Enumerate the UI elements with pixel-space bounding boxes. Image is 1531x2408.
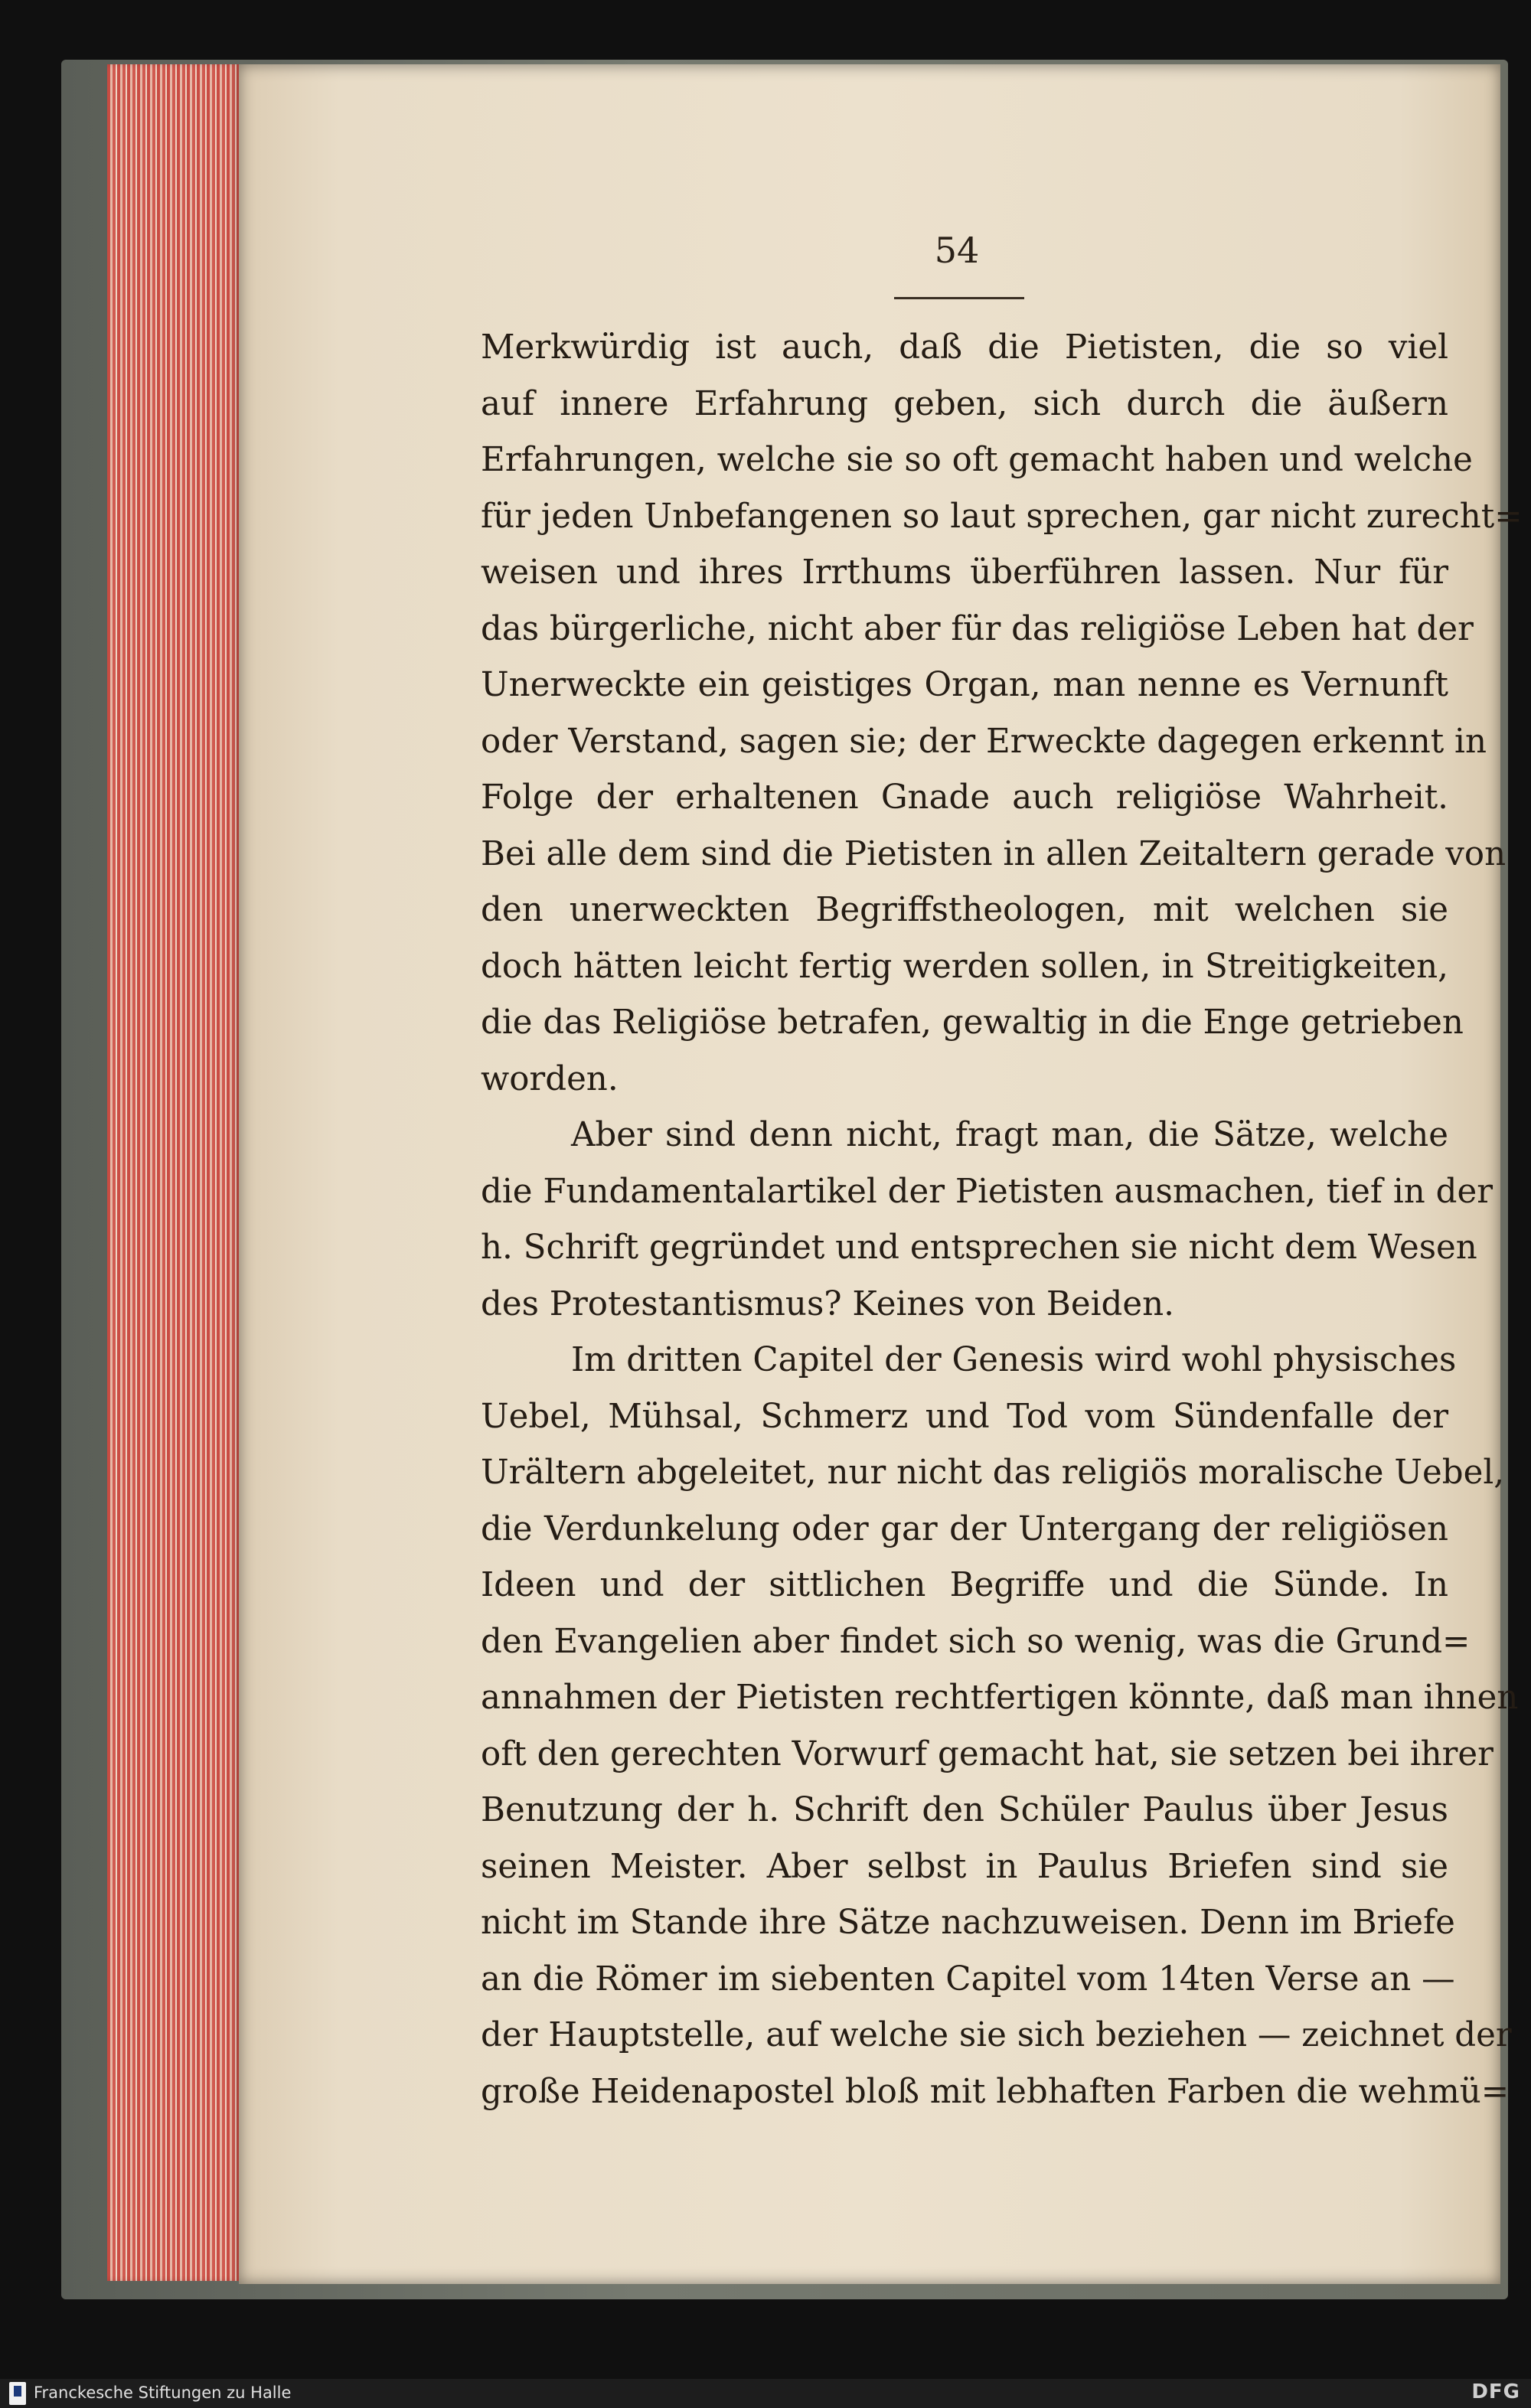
text-line: Im dritten Capitel der Genesis wird wohl physisches [571, 1341, 1457, 1379]
footer-institution: Franckesche Stiftungen zu Halle [34, 2384, 292, 2402]
text-line: worden. [481, 1059, 619, 1098]
text-line: weisen und ihres Irrthums überführen lassen. Nur für [481, 553, 1448, 592]
text-line: seinen Meister. Aber selbst in Paulus Briefen sind sie [481, 1847, 1448, 1886]
text-line: Ideen und der sittlichen Begriffe und die Sünde. In [481, 1566, 1448, 1604]
text-line: Urältern abgeleitet, nur nicht das religiös moralische Uebel, [481, 1454, 1505, 1492]
page-number: 54 [934, 230, 980, 271]
page-text [481, 320, 1523, 2120]
text-line: Folge der erhaltenen Gnade auch religiöse Wahrheit. [481, 778, 1448, 817]
text-line: oder Verstand, sagen sie; der Erweckte dagegen erkennt in [481, 722, 1487, 761]
text-line: des Protestantismus? Keines von Beiden. [481, 1284, 1174, 1323]
text-line: große Heidenapostel bloß mit lebhaften Farben die wehmü= [481, 2072, 1510, 2111]
text-line: auf innere Erfahrung geben, sich durch die äußern [481, 384, 1448, 423]
text-line: an die Römer im siebenten Capitel vom 14ten Verse an — [481, 1959, 1455, 1999]
text-line: die Fundamentalartikel der Pietisten ausmachen, tief in der [481, 1172, 1493, 1211]
text-line: die das Religiöse betrafen, gewaltig in die Enge getrieben [481, 1003, 1464, 1042]
text-line: den Evangelien aber findet sich so wenig, was die Grund= [481, 1622, 1471, 1661]
footer-brand-logo: DFG [1471, 2380, 1520, 2403]
text-line: h. Schrift gegründet und entsprechen sie nicht dem Wesen [481, 1228, 1477, 1267]
text-line: Erfahrungen, welche sie so oft gemacht haben und welche [481, 441, 1473, 479]
text-line: Aber sind denn nicht, fragt man, die Sätze, welche [571, 1116, 1448, 1154]
institution-logo-icon [9, 2382, 26, 2405]
page-edges [107, 64, 239, 2281]
text-line: der Hauptstelle, auf welche sie sich beziehen — zeichnet der [481, 2016, 1512, 2054]
text-line: nicht im Stande ihre Sätze nachzuweisen. Denn im Briefe [481, 1904, 1455, 1942]
text-line: für jeden Unbefangenen so laut sprechen, gar nicht zurecht= [481, 497, 1523, 536]
text-line: doch hätten leicht fertig werden sollen, in Streitigkeiten, [481, 947, 1448, 986]
text-line: den unerweckten Begriffstheologen, mit welchen sie [481, 891, 1448, 929]
text-line: annahmen der Pietisten rechtfertigen könnte, daß man ihnen [481, 1679, 1519, 1717]
text-line: oft den gerechten Vorwurf gemacht hat, sie setzen bei ihrer [481, 1734, 1493, 1773]
page-number-rule [894, 297, 1024, 299]
text-line: die Verdunkelung oder gar der Untergang der religiösen [481, 1509, 1448, 1548]
text-line: Bei alle dem sind die Pietisten in allen Zeitaltern gerade von [481, 834, 1507, 873]
text-line: das bürgerliche, nicht aber für das religiöse Leben hat der [481, 609, 1474, 648]
text-line: Unerweckte ein geistiges Organ, man nenne es Vernunft [481, 666, 1448, 704]
text-line: Uebel, Mühsal, Schmerz und Tod vom Sündenfalle der [481, 1397, 1448, 1436]
text-line: Merkwürdig ist auch, daß die Pietisten, die so viel [481, 328, 1448, 367]
text-line: Benutzung der h. Schrift den Schüler Paulus über Jesus [481, 1791, 1448, 1829]
